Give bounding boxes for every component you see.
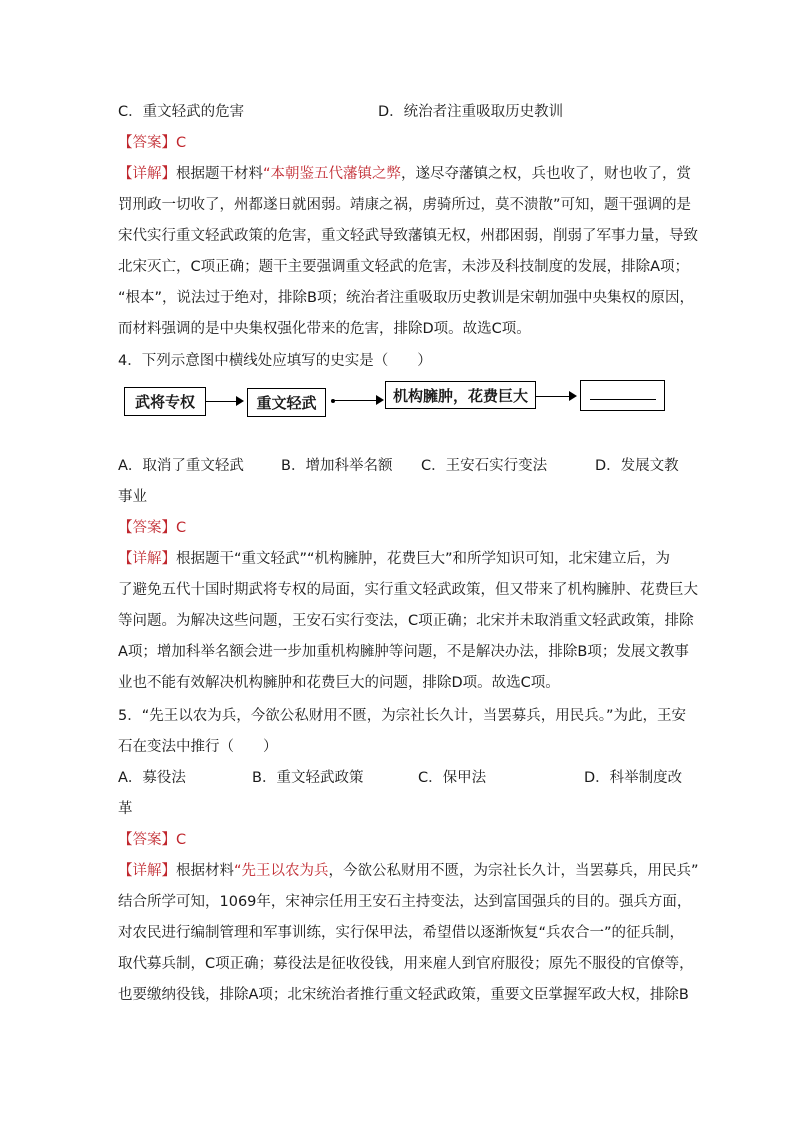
- q5-option-a: A．募役法: [118, 770, 186, 786]
- q5-answer: [118, 830, 678, 850]
- arrow-1: [206, 401, 238, 402]
- arrow-3-head: [569, 391, 577, 401]
- diagram-box-1: 武将专权: [124, 387, 206, 416]
- q4-option-a: A．取消了重文轻武: [118, 458, 244, 474]
- q3-detail-line: 北宋灭亡，C项正确；题干主要强调重文轻武的危害，未涉及科技制度的发展，排除A项；: [118, 259, 690, 275]
- quote-highlight: “本朝鉴五代藩镇之弊: [263, 166, 402, 182]
- q4-option-d: D．发展文教: [595, 458, 679, 474]
- answer-label: 【答案】: [118, 135, 176, 151]
- q4-option-c: C．王安石实行变法: [421, 458, 548, 474]
- quote-highlight: “先王以农为兵: [234, 863, 329, 879]
- q5-detail-line: 取代募兵制，C项正确；募役法是征收役钱，用来雇人到官府服役；原先不服役的官僚等，: [118, 956, 694, 972]
- q3-detail-line: “根本”，说法过于绝对，排除B项；统治者注重吸取历史教训是宋朝加强中央集权的原因，: [118, 290, 694, 306]
- q5-option-d-wrap: 革: [118, 801, 133, 817]
- q4-detail-line: 等问题。为解决这些问题，王安石实行变法，C项正确；北宋并未取消重文轻武政策，排除: [118, 613, 694, 629]
- answer-value: C: [176, 135, 187, 151]
- answer-label: 【答案】: [118, 520, 176, 536]
- q3-option-d: D．统治者注重吸取历史教训: [378, 104, 564, 120]
- q4-detail-line: 业也不能有效解决机构臃肿和花费巨大的问题，排除D项。故选C项。: [118, 675, 560, 691]
- q5-detail-line: 结合所学可知，1069年，宋神宗任用王安石主持变法，达到富国强兵的目的。强兵方面，: [118, 894, 692, 910]
- q4-detail-line: 【详解】根据题干“重文轻武”“机构臃肿，花费巨大”和所学知识可知，北宋建立后，为: [118, 551, 671, 567]
- q5-detail-line: 【详解】根据材料“先王以农为兵，今欲公私财用不匮，为宗社长久计，当罢募兵，用民兵”: [118, 863, 699, 879]
- detail-label: 【详解】: [118, 166, 176, 182]
- q4-detail-line: 了避免五代十国时期武将专权的局面，实行重文轻武政策，但又带来了机构臃肿、花费巨大: [118, 582, 698, 598]
- q3-detail-line: 宋代实行重文轻武政策的危害，重文轻武导致藩镇无权，州郡困弱，削弱了军事力量，导致: [118, 228, 698, 244]
- answer-value: C: [176, 832, 187, 848]
- q5-option-d: D．科举制度改: [584, 770, 683, 786]
- arrow-3: [536, 396, 570, 397]
- diagram-box-2: 重文轻武: [247, 388, 326, 417]
- q5-detail-line: 也要缴纳役钱，排除A项；北宋统治者推行重文轻武政策，重要文臣掌握军政大权，排除B: [118, 987, 689, 1003]
- q5-stem: 5．“先王以农为兵，今欲公私财用不匮，为宗社长久计，当罢募兵，用民兵。”为此，王安: [118, 708, 686, 724]
- q3-answer: [118, 133, 678, 153]
- arrow-2: [333, 400, 376, 401]
- answer-value: C: [176, 520, 187, 536]
- diagram-box-blank: [580, 380, 665, 411]
- q5-option-b: B．重文轻武政策: [252, 770, 364, 786]
- q3-detail-line: 罚刑政一切收了，州都遂日就困弱。靖康之祸，虏骑所过，莫不溃散”可知，题干强调的是: [118, 197, 692, 213]
- q4-answer: [118, 518, 678, 538]
- q4-option-d-wrap: 事业: [118, 489, 147, 505]
- q4-option-b: B．增加科举名额: [281, 458, 393, 474]
- q4-detail-line: A项；增加科举名额会进一步加重机构臃肿等问题，不是解决办法，排除B项；发展文教事: [118, 644, 689, 660]
- q3-detail-line: 【详解】根据题干材料“本朝鉴五代藩镇之弊，遂尽夺藩镇之权，兵也收了，财也收了，赏: [118, 166, 692, 182]
- q5-stem: 石在变法中推行（ ）: [118, 739, 278, 755]
- diagram-box-3: 机构臃肿，花费巨大: [385, 381, 536, 409]
- arrow-1-head: [236, 396, 244, 406]
- q5-detail-line: 对农民进行编制管理和军事训练，实行保甲法，希望借以逐渐恢复“兵农合一”的征兵制，: [118, 925, 685, 941]
- q4-stem: 4．下列示意图中横线处应填写的史实是（ ）: [118, 353, 432, 369]
- q3-option-c: C．重文轻武的危害: [118, 104, 245, 120]
- detail-label: 【详解】: [118, 863, 176, 879]
- answer-label: 【答案】: [118, 832, 176, 848]
- q5-option-c: C．保甲法: [418, 770, 487, 786]
- fill-in-blank: [590, 399, 656, 400]
- q3-detail-line: 而材料强调的是中央集权强化带来的危害，排除D项。故选C项。: [118, 321, 531, 337]
- detail-label: 【详解】: [118, 551, 176, 567]
- arrow-2-head: [376, 395, 384, 405]
